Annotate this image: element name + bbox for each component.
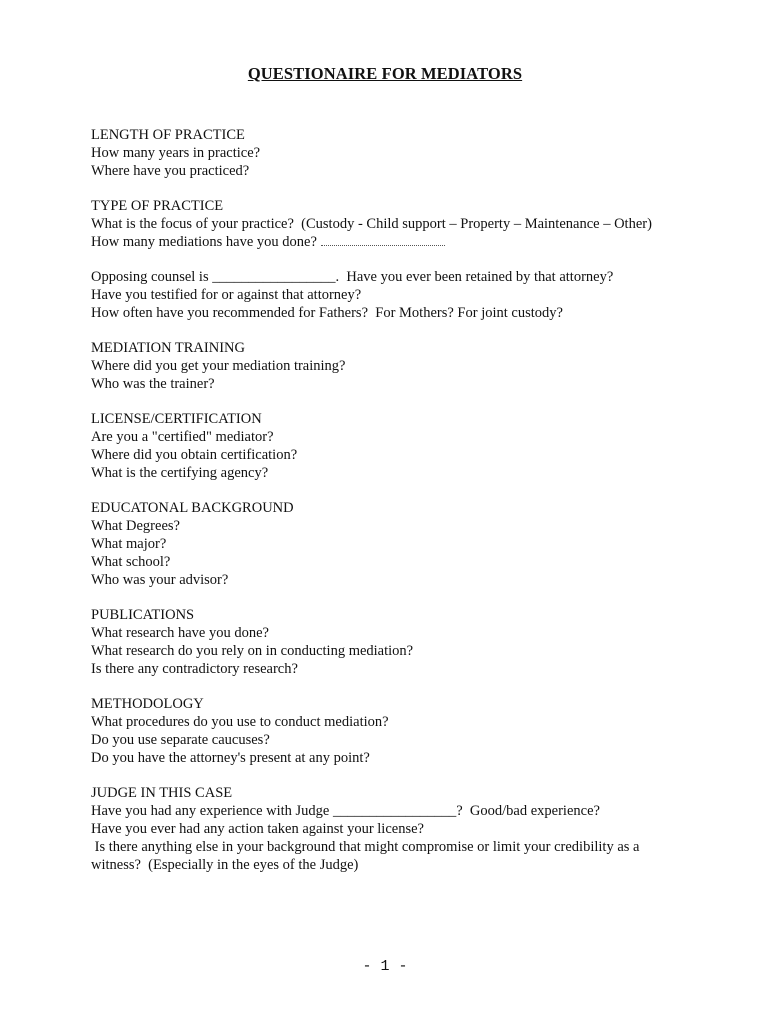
section-educational-background (91, 499, 691, 589)
section-heading: PUBLICATIONS (91, 607, 195, 623)
question-text: How many mediations have you done? (91, 234, 317, 250)
questionnaire-body (91, 126, 691, 874)
question-line: What school? (91, 554, 171, 570)
question-line: Where have you practiced? (91, 163, 250, 179)
section-length-of-practice (91, 126, 691, 180)
section-heading: METHODOLOGY (91, 696, 204, 712)
section-methodology (91, 695, 691, 767)
question-line: Where did you get your mediation training? (91, 358, 346, 374)
question-line: How often have you recommended for Fathers? For Mothers? For joint custody? (91, 305, 563, 321)
question-line: What research do you rely on in conducting mediation? (91, 643, 414, 659)
question-line: Have you ever had any action taken against your license? (91, 821, 424, 837)
section-heading: LENGTH OF PRACTICE (91, 127, 245, 143)
question-line: Who was the trainer? (91, 376, 215, 392)
question-line: Do you use separate caucuses? (91, 732, 270, 748)
question-line: Have you had any experience with Judge _________________? Good/bad experience? (91, 803, 600, 819)
question-line: Are you a "certified" mediator? (91, 429, 274, 445)
question-line: How many years in practice? (91, 145, 261, 161)
question-line: Is there any contradictory research? (91, 661, 298, 677)
section-opposing-counsel (91, 268, 691, 322)
question-line: Opposing counsel is _________________. Have you ever been retained by that attorney? (91, 269, 614, 285)
question-line: witness? (Especially in the eyes of the Judge) (91, 857, 359, 873)
section-publications (91, 606, 691, 678)
section-heading: LICENSE/CERTIFICATION (91, 411, 262, 427)
question-line: Is there anything else in your background that might compromise or limit your credibility as a (91, 839, 640, 855)
section-judge-in-this-case (91, 784, 691, 874)
question-line: What is the focus of your practice? (Custody - Child support – Property – Maintenance – Other) (91, 216, 652, 232)
section-license-certification (91, 410, 691, 482)
question-line: Where did you obtain certification? (91, 447, 298, 463)
section-heading: EDUCATONAL BACKGROUND (91, 500, 294, 516)
question-line-with-blank (91, 233, 691, 251)
section-heading: TYPE OF PRACTICE (91, 198, 224, 214)
question-line: What research have you done? (91, 625, 269, 641)
page-number: - 1 - (362, 958, 408, 975)
page-title: QUESTIONAIRE FOR MEDIATORS (247, 64, 523, 83)
answer-blank (321, 233, 445, 246)
question-line: Who was your advisor? (91, 572, 229, 588)
section-type-of-practice (91, 197, 691, 251)
question-line: What Degrees? (91, 518, 180, 534)
section-mediation-training (91, 339, 691, 393)
question-line: What is the certifying agency? (91, 465, 269, 481)
question-line: Do you have the attorney's present at any point? (91, 750, 370, 766)
section-heading: JUDGE IN THIS CASE (91, 785, 233, 801)
section-heading: MEDIATION TRAINING (91, 340, 245, 356)
question-line: What major? (91, 536, 167, 552)
question-line: Have you testified for or against that attorney? (91, 287, 362, 303)
question-line: What procedures do you use to conduct mediation? (91, 714, 389, 730)
